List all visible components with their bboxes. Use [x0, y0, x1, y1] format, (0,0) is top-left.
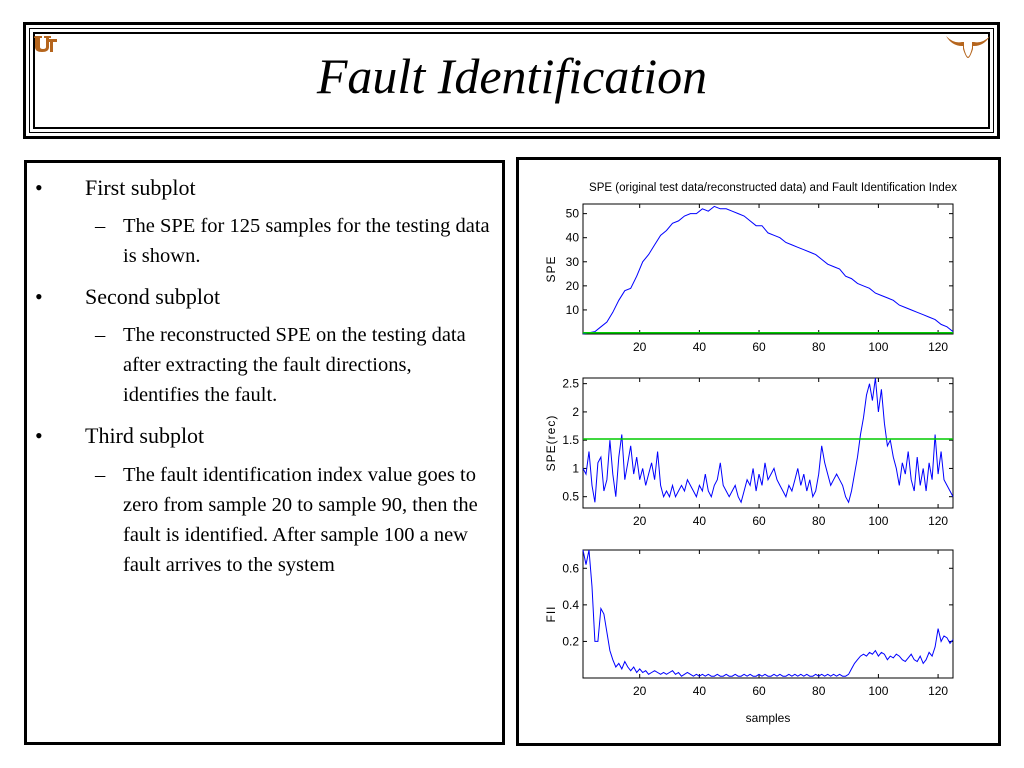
y-tick-label: 50	[565, 206, 579, 221]
x-tick-label: 120	[928, 340, 949, 354]
x-axis-label: samples	[745, 711, 791, 725]
y-tick-label: 20	[565, 278, 579, 293]
bullet-symbol: •	[35, 284, 43, 309]
bullet-text-panel	[24, 160, 505, 745]
x-tick-label: 80	[812, 684, 826, 698]
x-tick-label: 100	[868, 684, 889, 698]
x-tick-label: 100	[868, 514, 889, 528]
x-tick-label: 120	[928, 514, 949, 528]
y-axis-label: SPE	[544, 255, 558, 283]
bullet-symbol: •	[35, 175, 43, 200]
bullet-symbol: •	[35, 423, 43, 448]
y-tick-label: 0.6	[562, 561, 579, 576]
y-tick-label: 40	[565, 230, 579, 245]
x-tick-label: 40	[692, 684, 707, 698]
sub-bullet-text: The SPE for 125 samples for the testing data is shown.	[123, 215, 490, 267]
y-axis-label: SPE(rec)	[544, 414, 558, 472]
bullet-label: Second subplot	[85, 284, 221, 309]
bullet-label: Third subplot	[85, 423, 205, 448]
x-tick-label: 60	[752, 684, 766, 698]
y-tick-label: 0.2	[562, 634, 579, 649]
x-tick-label: 20	[633, 514, 647, 528]
dash-symbol: –	[95, 324, 106, 346]
dash-symbol: –	[95, 464, 106, 486]
y-tick-label: 10	[565, 302, 579, 317]
x-tick-label: 100	[868, 340, 889, 354]
y-tick-label: 1.5	[562, 433, 579, 448]
x-tick-label: 20	[633, 684, 647, 698]
x-tick-label: 40	[692, 340, 707, 354]
plot-axes-box	[583, 204, 953, 334]
x-tick-label: 80	[812, 340, 826, 354]
sub-bullet-text: The reconstructed SPE on the testing data after extracting the fault directions, identifies the fault.	[123, 324, 466, 406]
x-tick-label: 20	[633, 340, 647, 354]
x-tick-label: 40	[692, 514, 707, 528]
y-tick-label: 1	[572, 461, 579, 476]
y-tick-label: 0.4	[562, 597, 579, 612]
x-tick-label: 60	[752, 340, 766, 354]
y-tick-label: 0.5	[562, 489, 579, 504]
x-tick-label: 120	[928, 684, 949, 698]
x-tick-label: 80	[812, 514, 826, 528]
chart-title: SPE (original test data/reconstructed data) and Fault Identification Index	[589, 182, 958, 194]
dash-symbol: –	[95, 215, 106, 237]
y-tick-label: 30	[565, 254, 579, 269]
slide-title: Fault Identification	[316, 48, 708, 104]
plot-axes-box	[583, 378, 953, 508]
sub-bullet-text: The fault identification index value goes to zero from sample 20 to sample 90, then the fault is identified. After sample 100 a new fault arrives to the system	[123, 464, 478, 576]
y-axis-label: FII	[544, 605, 558, 623]
chart-panel	[516, 157, 1001, 746]
x-tick-label: 60	[752, 514, 766, 528]
y-tick-label: 2.5	[562, 376, 579, 391]
y-tick-label: 2	[572, 404, 579, 419]
bullet-label: First subplot	[85, 175, 196, 200]
plot-axes-box	[583, 550, 953, 678]
fault-identification-chart	[519, 160, 998, 743]
